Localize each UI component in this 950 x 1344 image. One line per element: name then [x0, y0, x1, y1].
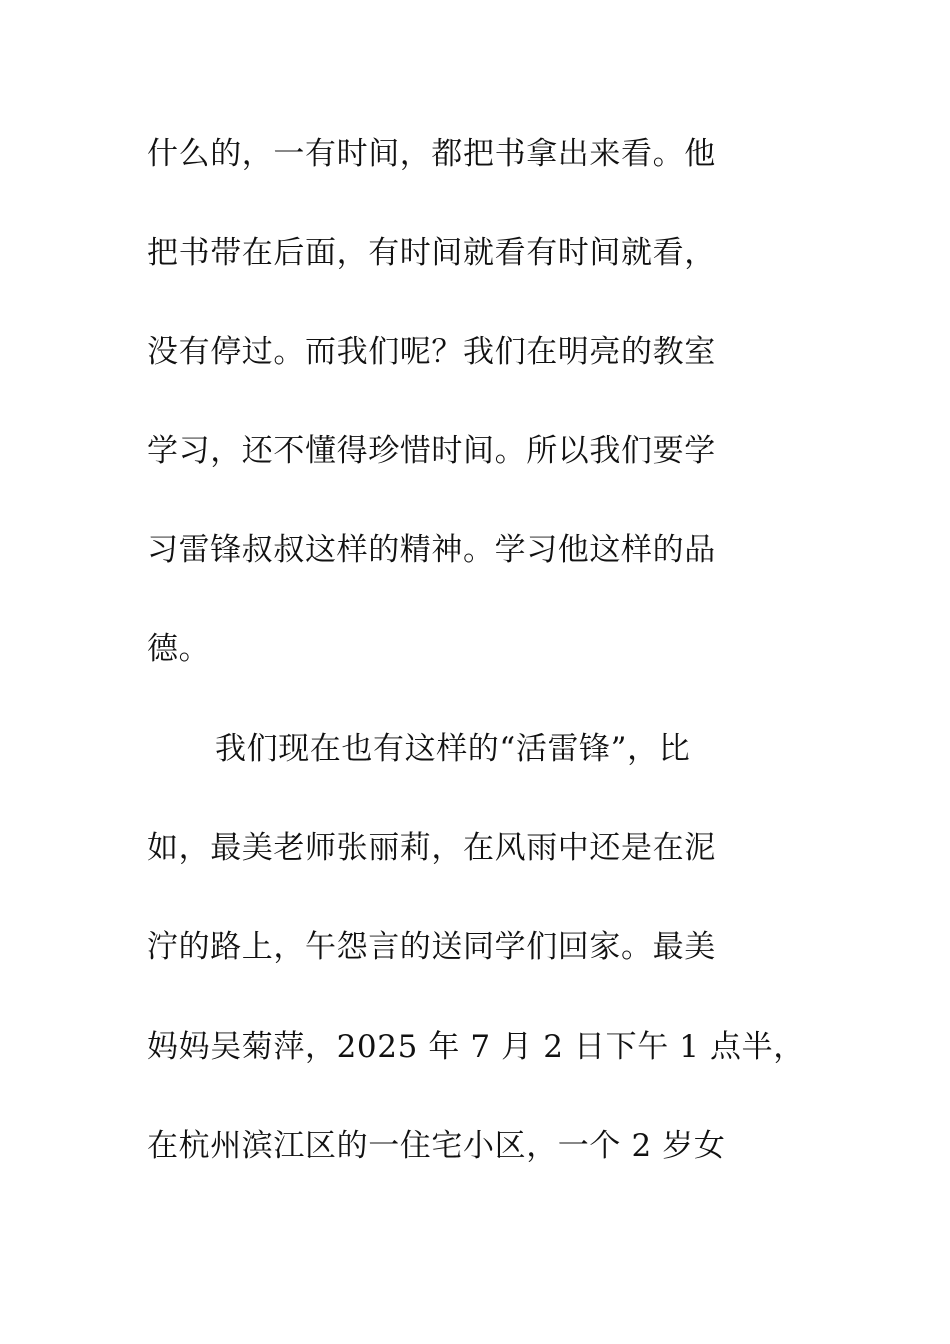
- text-line-2: 把书带在后面，有时间就看有时间就看，: [147, 235, 716, 271]
- paragraph-2-first-line: 我们现在也有这样的“活雷锋”，比: [215, 731, 691, 767]
- text-line-3: 没有停过。而我们呢？我们在明亮的教室: [147, 334, 716, 370]
- text-line-4: 学习，还不懂得珍惜时间。所以我们要学: [147, 433, 716, 469]
- text-line-5: 习雷锋叔叔这样的精神。学习他这样的品: [147, 532, 716, 568]
- text-line-1: 什么的，一有时间，都把书拿出来看。他: [147, 136, 716, 172]
- text-line-11: 在杭州滨江区的一住宅小区，一个 2 岁女: [147, 1128, 726, 1164]
- text-line-9: 泞的路上，午怨言的送同学们回家。最美: [147, 929, 716, 965]
- text-line-10: 妈妈吴菊萍，2025 年 7 月 2 日下午 1 点半，: [147, 1029, 805, 1065]
- text-line-6: 德。: [147, 631, 211, 667]
- text-line-8: 如，最美老师张丽莉，在风雨中还是在泥: [147, 830, 716, 866]
